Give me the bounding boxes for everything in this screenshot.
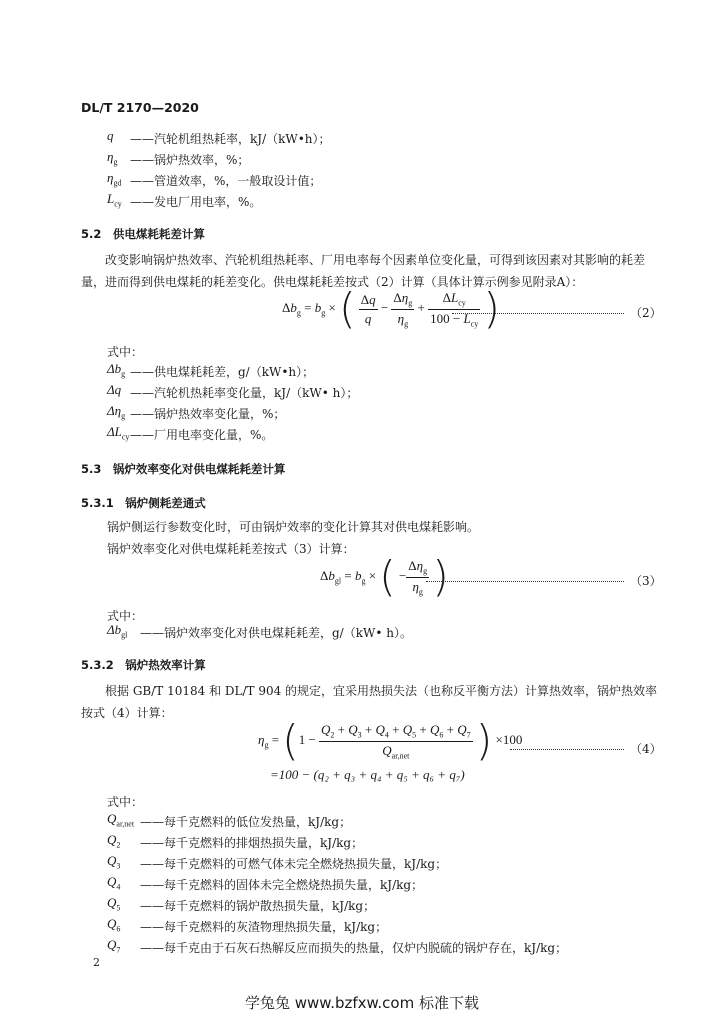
definition-text: ——锅炉热效率变化量，%； xyxy=(130,407,286,421)
definition-text: ——厂用电率变化量，%。 xyxy=(130,428,274,442)
definition-symbol: $Q_{ar,net}$ xyxy=(107,811,135,829)
equation-leader-dots xyxy=(426,581,624,582)
equation-3: $\Delta b_{gl} = b_g$ × ( − $\frac{\Delta\eta_g}{\eta_g}$ ) xyxy=(320,552,449,601)
definition-text: ——管道效率，%，一般取设计值； xyxy=(130,174,322,188)
paragraph-5-3-2: 根据 GB/T 10184 和 DL/T 904 的规定，宜采用热损失法（也称反平衡方法）计算热效率，锅炉热效率按式（4）计算： xyxy=(81,684,658,720)
definition-text: ——锅炉效率变化对供电煤耗耗差，g/（kW• h）。 xyxy=(140,626,412,640)
where-label: 式中： xyxy=(107,345,144,359)
page-number: 2 xyxy=(93,956,100,969)
where-label: 式中： xyxy=(107,795,144,809)
definition-text: ——发电厂用电率，%。 xyxy=(130,195,262,209)
equation-4: $\eta_g = (1$ − $\frac{Q_2 + Q_3 + Q_4 + Q_5 + Q_6 + Q_7}{Q_{ar,net}}$ ) ×100 xyxy=(258,716,523,765)
equation-2: $\Delta b_g = b_g$ × ( $\frac{\Delta q}{q}$ − $\frac{\Delta\eta_g}{\eta_g}$ + $\frac{\Delta L_{cy}}{100 - L_{cy}}$ ) xyxy=(282,284,500,333)
equation-4-line2: =100 − (q₂ + q₃ + q₄ + q₅ + q₆ + q₇) xyxy=(270,767,465,782)
paragraph-5-3-1-line2: 锅炉效率变化对供电煤耗耗差按式（3）计算： xyxy=(107,542,355,556)
definition-symbol: $\eta_g$ xyxy=(107,149,118,167)
definition-symbol: $Q_3$ xyxy=(107,853,121,871)
definition-text: ——每千克燃料的排烟热损失量，kJ/kg； xyxy=(140,836,364,850)
where-label: 式中： xyxy=(107,609,144,623)
definition-text: ——每千克燃料的固体未完全燃烧热损失量，kJ/kg； xyxy=(140,878,424,892)
definition-symbol: $\Delta b_g$ xyxy=(107,361,126,379)
definition-symbol: Δq xyxy=(107,382,122,397)
equation-number: （3） xyxy=(630,574,662,588)
definition-text: ——每千克燃料的灰渣物理热损失量，kJ/kg； xyxy=(140,920,388,934)
definition-text: ——每千克由于石灰石热解反应而损失的热量，仅炉内脱硫的锅炉存在，kJ/kg； xyxy=(140,941,568,955)
definition-text: ——供电煤耗耗差，g/（kW•h）； xyxy=(130,365,315,379)
equation-leader-dots xyxy=(452,313,624,314)
definition-symbol: $Q_2$ xyxy=(107,832,121,850)
equation-number: （2） xyxy=(630,306,662,320)
definition-text: ——汽轮机组热耗率，kJ/（kW•h）； xyxy=(130,132,331,146)
section-heading-5-3-1: 5.3.1 锅炉侧耗差通式 xyxy=(81,496,206,510)
section-heading-5-3-2: 5.3.2 锅炉热效率计算 xyxy=(81,658,206,672)
equation-leader-dots xyxy=(510,749,624,750)
definition-text: ——每千克燃料的锅炉散热损失量，kJ/kg； xyxy=(140,899,376,913)
definition-symbol: $\eta_{gd}$ xyxy=(107,170,122,188)
site-footer: 学兔兔 www.bzfxw.com 标准下载 xyxy=(245,994,479,1012)
document-code: DL/T 2170—2020 xyxy=(81,100,199,115)
definition-symbol: $\Delta b_{gl}$ xyxy=(107,622,128,640)
definition-symbol: $Q_7$ xyxy=(107,937,121,955)
definition-text: ——每千克燃料的低位发热量，kJ/kg； xyxy=(140,815,352,829)
paragraph-5-2: 改变影响锅炉热效率、汽轮机组热耗率、厂用电率每个因素单位变化量，可得到该因素对其影响的耗差量，进而得到供电煤耗的耗差变化。供电煤耗耗差按式（2）计算（具体计算示例参见附录A）： xyxy=(81,253,646,289)
definition-symbol: $Q_4$ xyxy=(107,874,121,892)
definition-symbol: $L_{cy}$ xyxy=(107,191,122,209)
definition-text: ——锅炉热效率，%； xyxy=(130,153,250,167)
definition-text: ——每千克燃料的可燃气体未完全燃烧热损失量，kJ/kg； xyxy=(140,857,448,871)
equation-number: （4） xyxy=(630,742,662,756)
section-heading-5-2: 5.2 供电煤耗耗差计算 xyxy=(81,227,205,241)
definition-text: ——汽轮机热耗率变化量，kJ/（kW• h）； xyxy=(130,386,359,400)
definition-symbol: $Q_5$ xyxy=(107,895,121,913)
definition-symbol: $Q_6$ xyxy=(107,916,121,934)
definition-symbol: $\Delta\eta_g$ xyxy=(107,403,126,421)
paragraph-5-3-1-line1: 锅炉侧运行参数变化时，可由锅炉效率的变化计算其对供电煤耗影响。 xyxy=(107,520,480,534)
section-heading-5-3: 5.3 锅炉效率变化对供电煤耗耗差计算 xyxy=(81,462,286,476)
definition-symbol: $\Delta L_{cy}$ xyxy=(107,424,130,442)
definition-symbol: q xyxy=(107,128,114,143)
